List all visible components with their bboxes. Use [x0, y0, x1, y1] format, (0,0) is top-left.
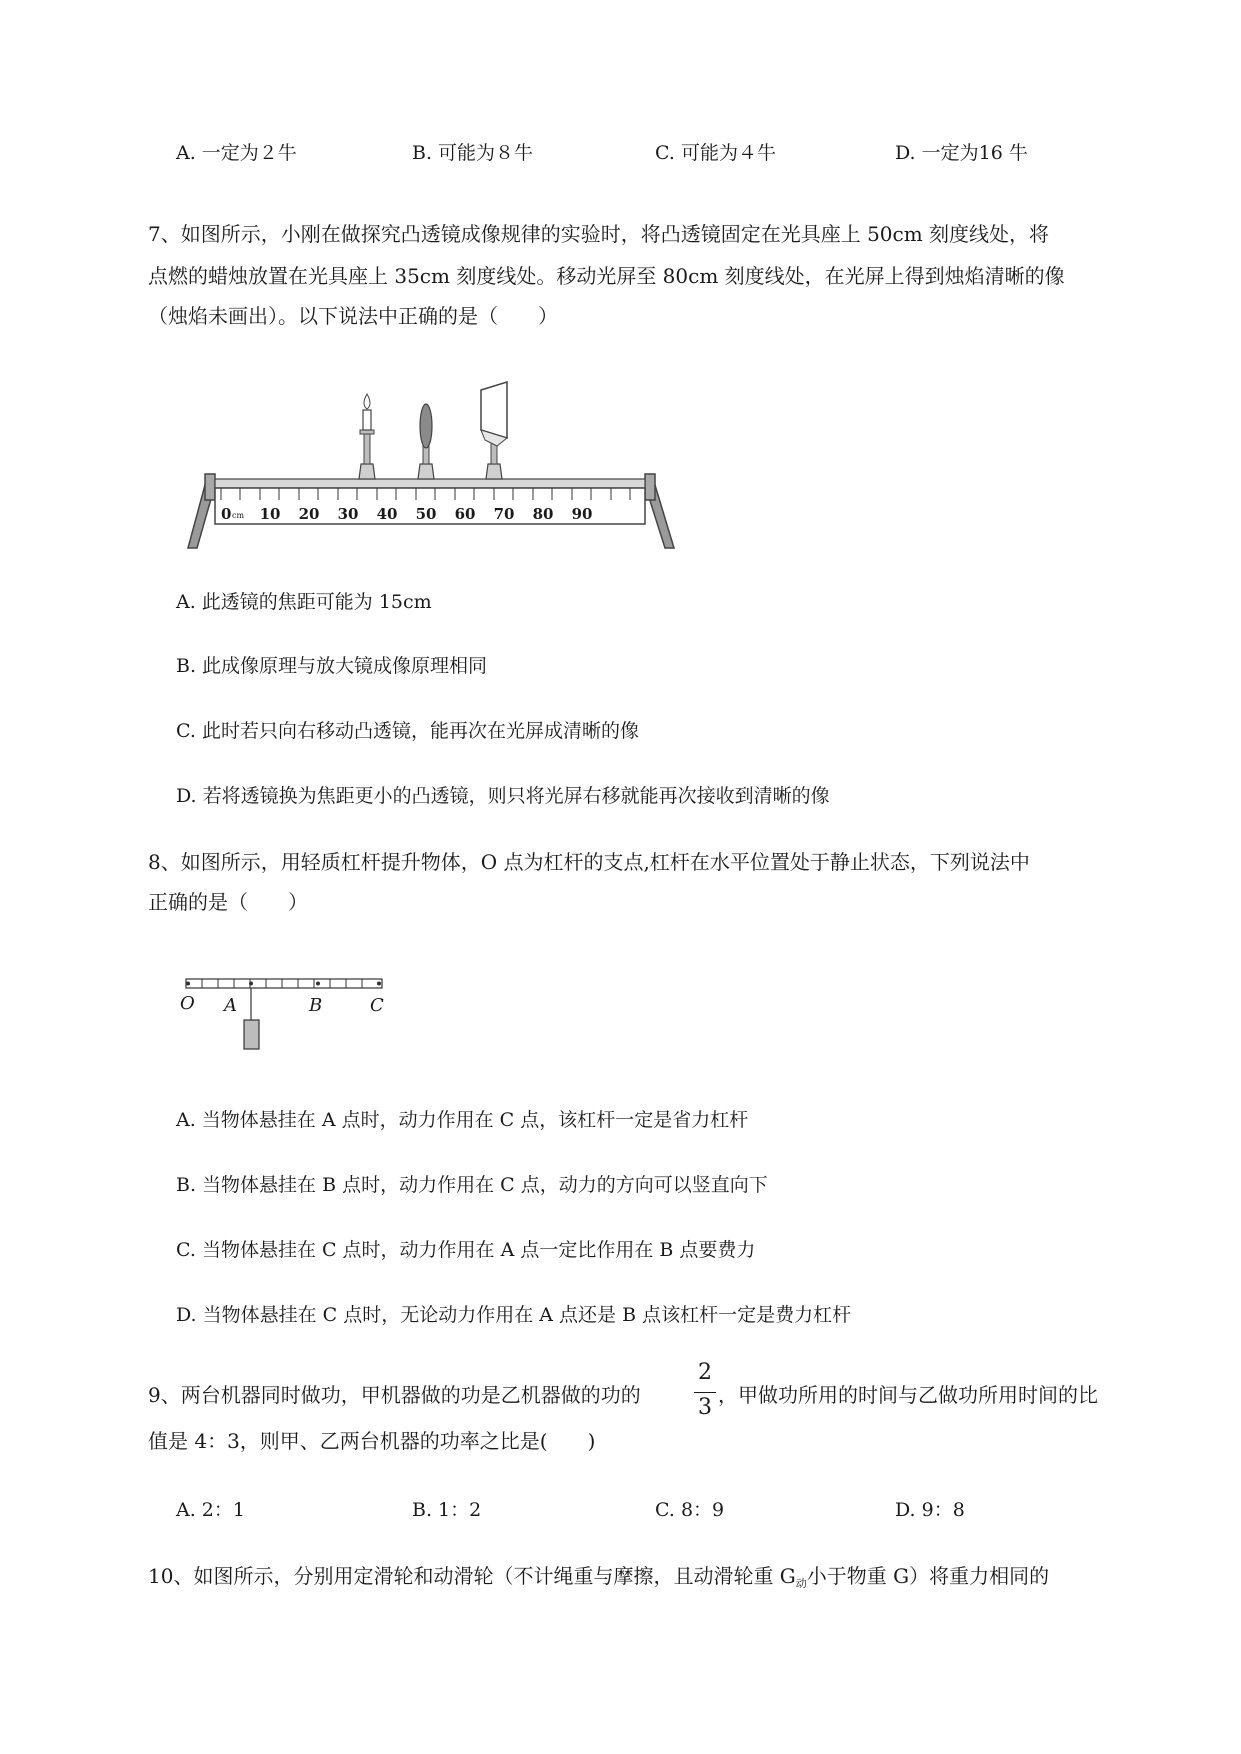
q6-option-a: A. 一定为２牛 — [176, 142, 297, 164]
q7-option-b: B. 此成像原理与放大镜成像原理相同 — [176, 655, 488, 677]
label-b: B — [309, 995, 323, 1016]
q8-option-b: B. 当物体悬挂在 B 点时，动力作用在 C 点，动力的方向可以竖直向下 — [176, 1174, 768, 1196]
q8-option-d: D. 当物体悬挂在 C 点时，无论动力作用在 A 点还是 B 点该杠杆一定是费力杠杆 — [176, 1304, 852, 1326]
q9-stem-line-1-before: 9、两台机器同时做功，甲机器做的功是乙机器做的功的 — [148, 1383, 641, 1407]
bench-rail — [215, 479, 645, 488]
point-c — [377, 982, 381, 986]
optical-bench-figure — [185, 360, 685, 550]
q8-stem-line-2: 正确的是（ ） — [148, 890, 308, 914]
q9-fraction-numerator: 2 — [698, 1360, 712, 1385]
q7-option-a: A. 此透镜的焦距可能为 15cm — [176, 591, 432, 613]
q10-stem-line-1 — [148, 1562, 1049, 1598]
tick-label-50: 50 — [415, 505, 437, 523]
q7-stem-line-1: 7、如图所示，小刚在做探究凸透镜成像规律的实验时，将凸透镜固定在光具座上 50cm 刻度线处，将 — [148, 222, 1050, 246]
q10-stem-after: 小于物重 G）将重力相同的 — [806, 1564, 1050, 1588]
q6-option-d: D. 一定为16 牛 — [895, 142, 1028, 164]
label-a: A — [224, 995, 237, 1016]
hanging-weight — [244, 1020, 259, 1049]
q9-option-b: B. 1：2 — [412, 1499, 482, 1521]
q9-stem-line-1-after: ，甲做功所用的时间与乙做功所用时间的比 — [718, 1383, 1098, 1407]
q7-stem-line-2: 点燃的蜡烛放置在光具座上 35cm 刻度线处。移动光屏至 80cm 刻度线处，在光屏上得到烛焰清晰的像 — [148, 264, 1065, 288]
label-c: C — [370, 995, 384, 1016]
tick-label-10: 10 — [259, 505, 281, 523]
bench-right-post — [645, 474, 655, 500]
q9-fraction-denominator: 3 — [698, 1395, 712, 1420]
q8-stem-line-1: 8、如图所示，用轻质杠杆提升物体，O 点为杠杆的支点,杠杆在水平位置处于静止状态，下列说法中 — [148, 850, 1030, 874]
point-b — [316, 982, 320, 986]
q6-option-c: C. 可能为４牛 — [655, 142, 776, 164]
bench-left-post — [205, 474, 215, 500]
q9-stem-line-2: 值是 4：3，则甲、乙两台机器的功率之比是( ) — [148, 1429, 596, 1453]
q7-option-d: D. 若将透镜换为焦距更小的凸透镜，则只将光屏右移就能再次接收到清晰的像 — [176, 785, 830, 807]
q7-stem-line-3: （烛焰未画出）。以下说法中正确的是（ ） — [148, 304, 558, 328]
tick-label-0: 0 — [221, 505, 232, 523]
tick-label-90: 90 — [571, 505, 593, 523]
convex-lens-icon — [418, 404, 434, 479]
point-a — [249, 982, 253, 986]
q10-subscript: 动 — [795, 1577, 807, 1590]
tick-unit-cm: cm — [232, 511, 245, 520]
q9-option-d: D. 9：8 — [895, 1499, 965, 1521]
q9-option-a: A. 2：1 — [176, 1499, 245, 1521]
pivot-point-o — [186, 982, 190, 986]
q8-option-a: A. 当物体悬挂在 A 点时，动力作用在 C 点，该杠杆一定是省力杠杆 — [176, 1109, 749, 1131]
q8-option-c: C. 当物体悬挂在 C 点时，动力作用在 A 点一定比作用在 B 点要费力 — [176, 1239, 756, 1261]
tick-label-70: 70 — [493, 505, 515, 523]
q7-option-c: C. 此时若只向右移动凸透镜，能再次在光屏成清晰的像 — [176, 720, 639, 742]
tick-label-30: 30 — [337, 505, 359, 523]
q9-fraction-bar — [694, 1392, 716, 1393]
q6-option-b: B. 可能为８牛 — [412, 142, 534, 164]
q10-stem-before: 10、如图所示，分别用定滑轮和动滑轮（不计绳重与摩擦，且动滑轮重 G — [148, 1564, 796, 1588]
tick-label-60: 60 — [454, 505, 476, 523]
label-o: O — [180, 993, 195, 1014]
tick-label-40: 40 — [376, 505, 398, 523]
tick-label-80: 80 — [532, 505, 554, 523]
lever-figure — [180, 970, 400, 1070]
tick-label-20: 20 — [298, 505, 320, 523]
light-screen-icon — [481, 382, 507, 479]
q9-option-c: C. 8：9 — [655, 1499, 725, 1521]
candle-icon — [359, 394, 375, 479]
lever-bar — [186, 979, 382, 988]
